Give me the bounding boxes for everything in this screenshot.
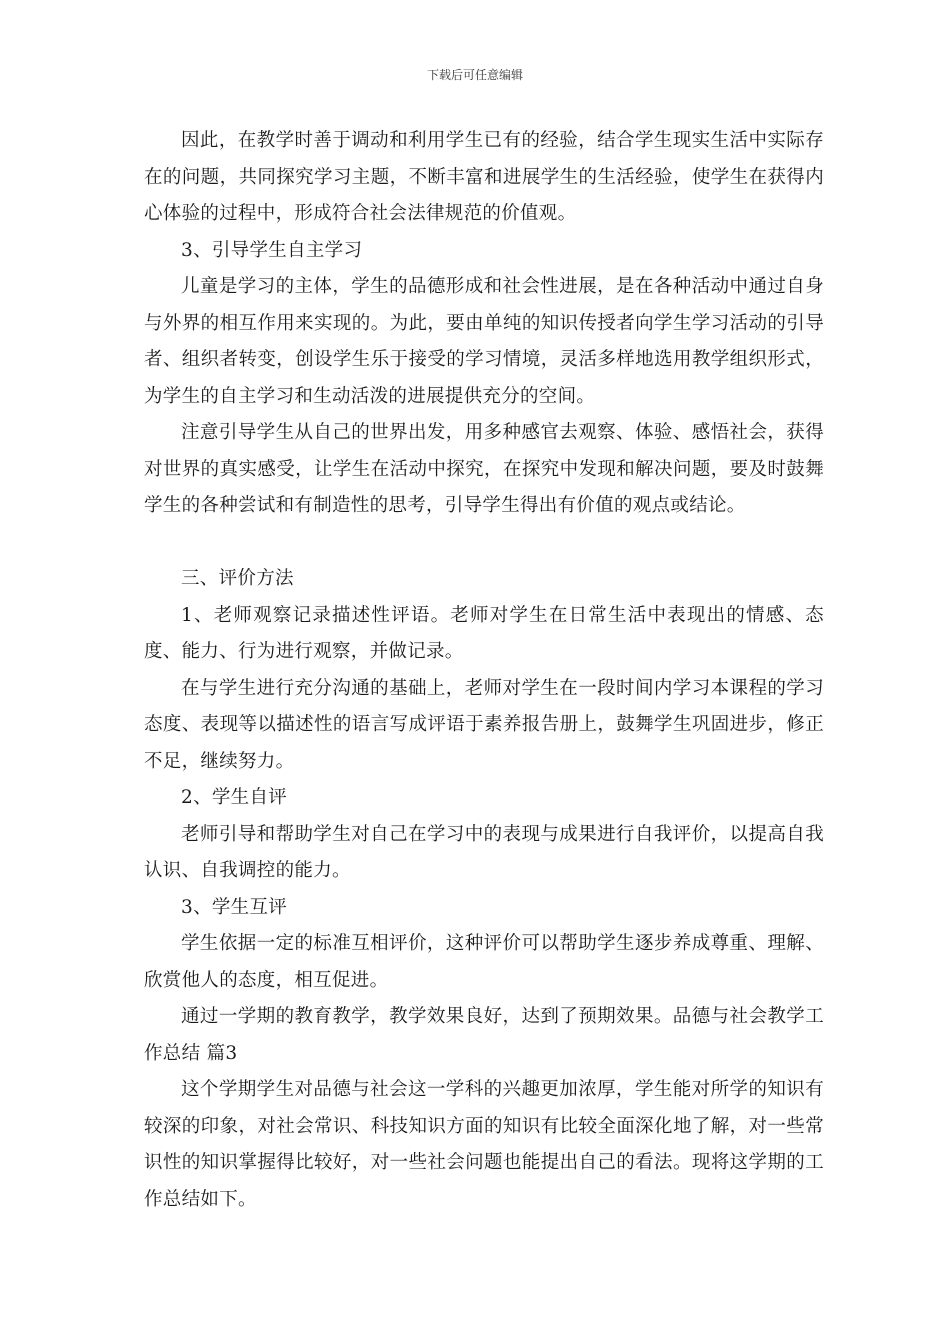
paragraph: 儿童是学习的主体，学生的品德形成和社会性进展，是在各种活动中通过自身与外界的相互作用来实现的。为此，要由单纯的知识传授者向学生学习活动的引导者、组织者转变，创设学生乐于接受的学习情境，灵活多样地选用教学组织形式，为学生的自主学习和生动活泼的进展提供充分的空间。: [144, 276, 824, 407]
section-heading: 3、引导学生自主学习: [181, 239, 363, 261]
page-header-note: 下载后可任意编辑: [426, 68, 523, 82]
blank-line: [144, 525, 824, 562]
paragraph: 1、老师观察记录描述性评语。老师对学生在日常生活中表现出的情感、态度、能力、行为进行观察，并做记录。: [144, 604, 824, 662]
section-heading: 2、学生自评: [181, 787, 288, 808]
paragraph: 这个学期学生对品德与社会这一学科的兴趣更加浓厚，学生能对所学的知识有较深的印象，对社会常识、科技知识方面的知识有比较全面深化地了解，对一些常识性的知识掌握得比较好，对一些社会问题也能提出自己的看法。现将这学期的工作总结如下。: [144, 1079, 824, 1210]
paragraph: 老师引导和帮助学生对自己在学习中的表现与成果进行自我评价，以提高自我认识、自我调控的能力。: [144, 823, 824, 881]
section-heading: 三、评价方法: [181, 568, 294, 589]
section-heading: 3、学生互评: [181, 896, 288, 918]
paragraph: 在与学生进行充分沟通的基础上，老师对学生在一段时间内学习本课程的学习态度、表现等以描述性的语言写成评语于素养报告册上，鼓舞学生巩固进步，修正不足，继续努力。: [144, 677, 824, 772]
paragraph: 注意引导学生从自己的世界出发，用多种感官去观察、体验、感悟社会，获得对世界的真实感受，让学生在活动中探究，在探究中发现和解决问题，要及时鼓舞学生的各种尝试和有制造性的思考，引导学生得出有价值的观点或结论。: [144, 422, 824, 516]
document-body: [144, 123, 824, 1218]
paragraph: 通过一学期的教育教学，教学效果良好，达到了预期效果。品德与社会教学工作总结 篇3: [144, 1006, 824, 1064]
paragraph: 因此，在教学时善于调动和利用学生已有的经验，结合学生现实生活中实际存在的问题，共同探究学习主题，不断丰富和进展学生的生活经验，使学生在获得内心体验的过程中，形成符合社会法律规范的价值观。: [144, 130, 824, 224]
paragraph: 学生依据一定的标准互相评价，这种评价可以帮助学生逐步养成尊重、理解、欣赏他人的态度，相互促进。: [144, 933, 824, 991]
